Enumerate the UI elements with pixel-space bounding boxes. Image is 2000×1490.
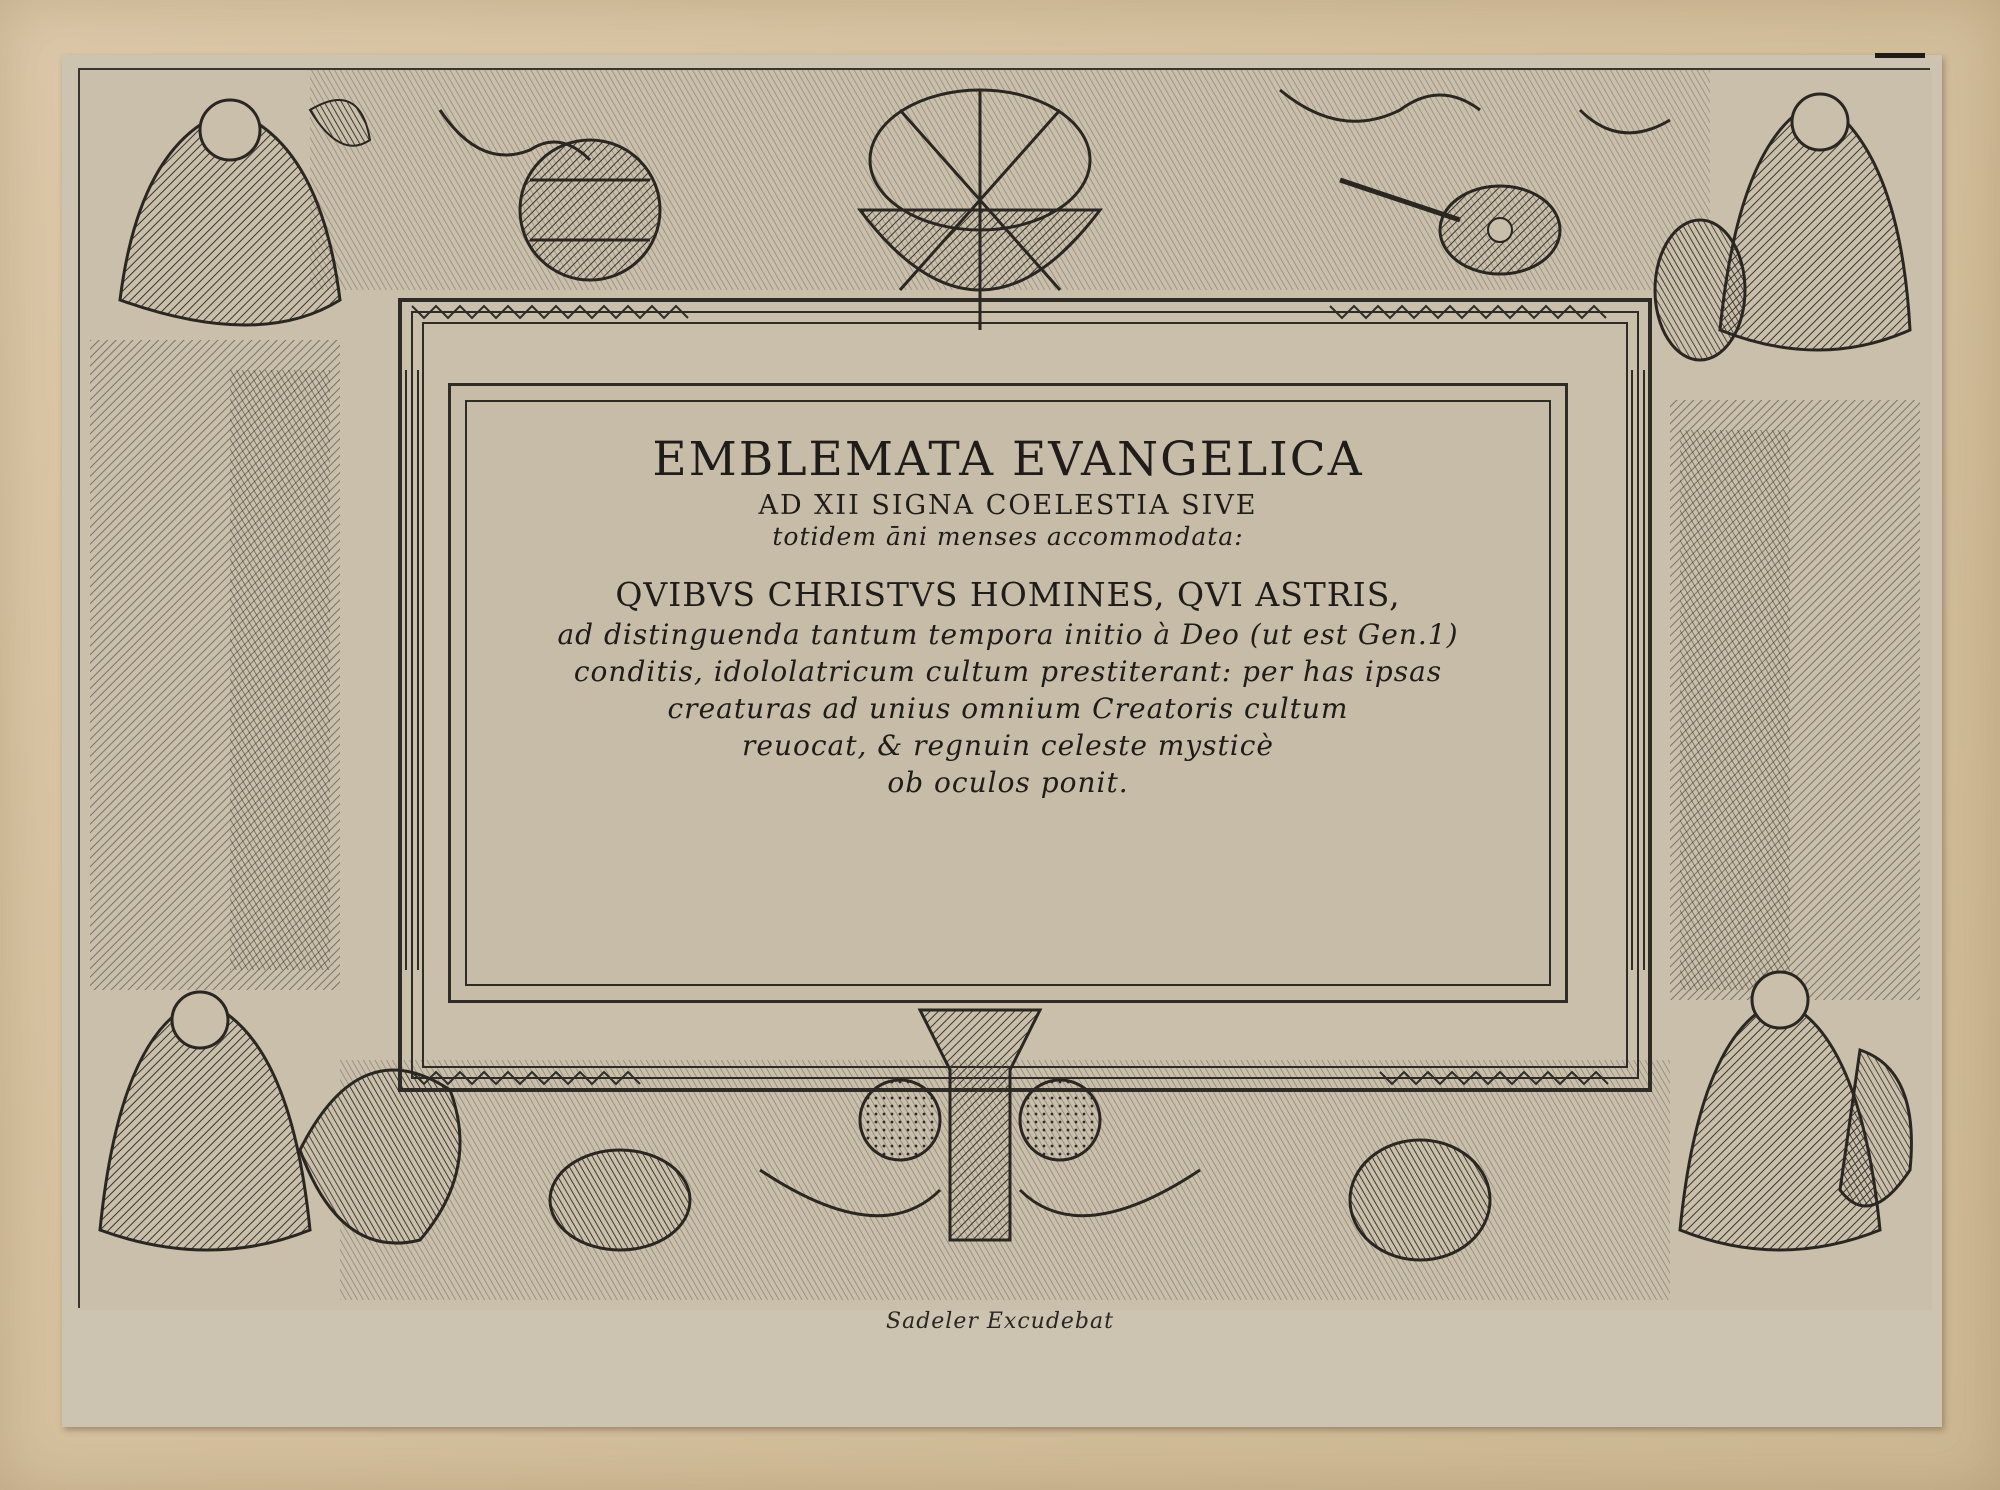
main-title: EMBLEMATA EVANGELICA	[652, 432, 1364, 487]
title-text-block	[448, 432, 1568, 801]
body-line: ad distinguenda tantum tempora initio à Deo (ut est Gen.1)	[557, 618, 1459, 651]
body-caps-line: QVIBVS CHRISTVS HOMINES, QVI ASTRIS,	[615, 575, 1401, 614]
body-line: conditis, idololatricum cultum prestiterant: per has ipsas	[573, 655, 1443, 688]
barrel-icon	[520, 140, 660, 280]
subtitle-italic: totidem āni menses accommodata:	[772, 522, 1244, 551]
corner-mark	[1875, 53, 1925, 58]
body-line: creaturas ad unius omnium Creatoris cultum	[667, 692, 1349, 725]
publisher-imprint: Sadeler Excudebat	[886, 1309, 1114, 1334]
subtitle-caps: AD XII SIGNA COELESTIA SIVE	[758, 490, 1258, 521]
body-line: reuocat, & regnuin celeste mysticè	[742, 729, 1274, 762]
body-line: ob oculos ponit.	[887, 766, 1129, 799]
